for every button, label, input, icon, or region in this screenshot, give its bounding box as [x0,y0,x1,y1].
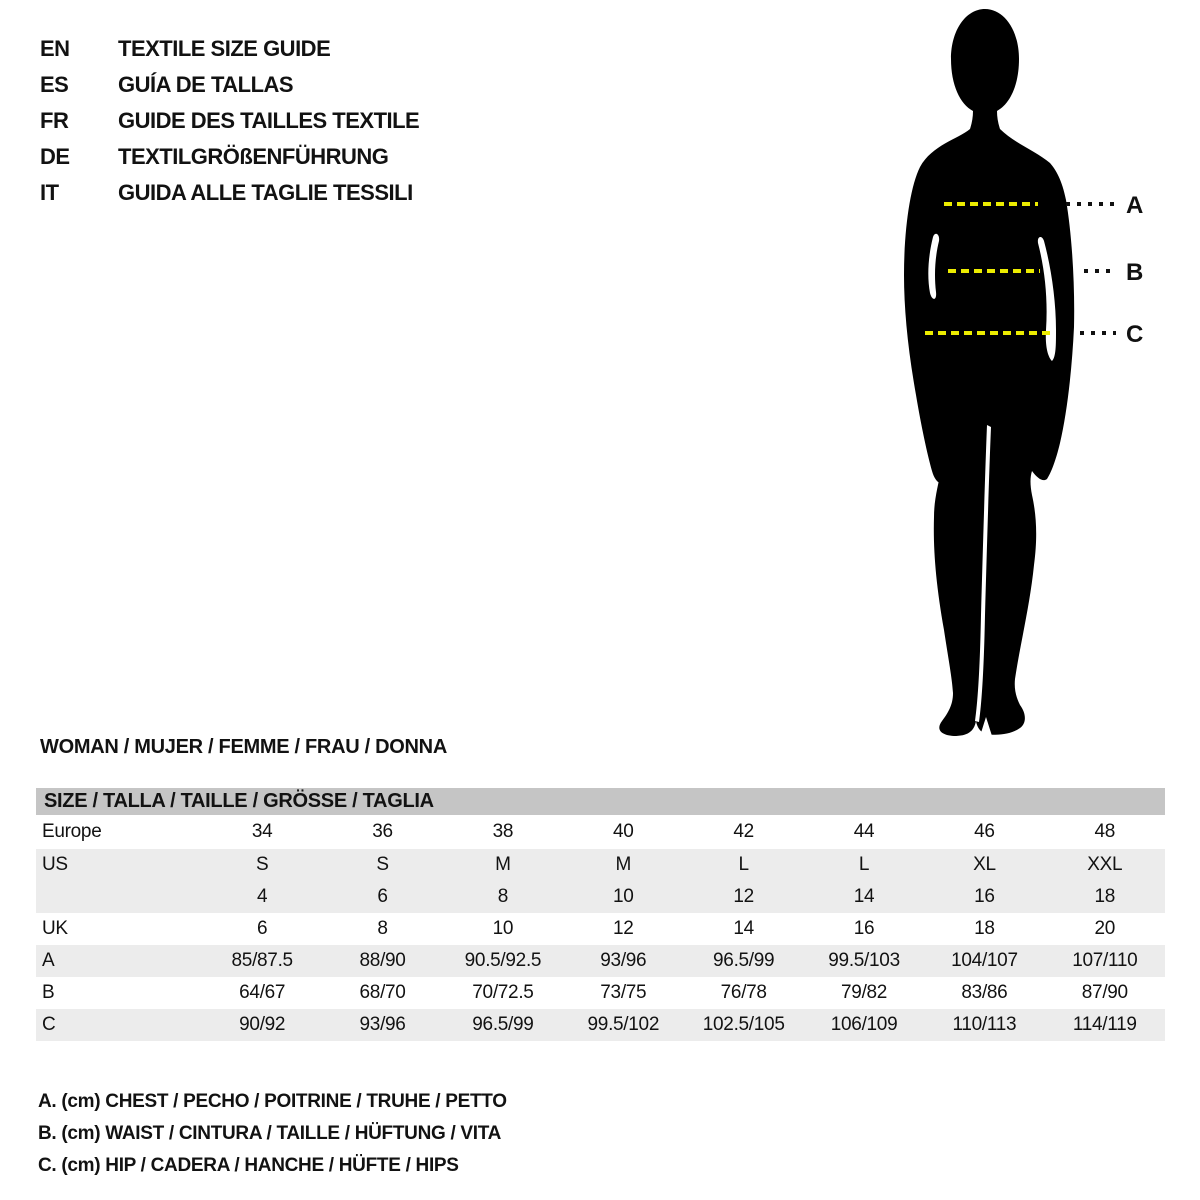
cell: 87/90 [1081,982,1128,1003]
cell: 8 [377,918,388,939]
lang-code: EN [40,36,70,61]
cell: 38 [492,821,514,842]
cell: 40 [613,821,634,842]
cell: 16 [853,918,875,939]
cell: 90.5/92.5 [464,950,542,971]
size-table [36,788,1165,1041]
legend-waist: B. (cm) WAIST / CINTURA / TAILLE / HÜFTUNG / VITA [38,1123,502,1144]
lang-row-en [40,31,419,67]
cell: 96.5/99 [472,1014,534,1035]
lang-label: GUÍA DE TALLAS [118,72,294,97]
cell: 48 [1094,821,1116,842]
cell: 46 [974,821,995,842]
lang-row-de [40,139,419,175]
cell: 106/109 [830,1014,898,1035]
cell: 16 [974,886,995,907]
table-row-chest [36,945,1165,977]
cell: 90/92 [239,1014,286,1035]
lang-code: ES [40,72,69,97]
table-row-us [36,849,1165,881]
cell: 85/87.5 [231,950,293,971]
cell: L [858,854,870,875]
cell: 14 [733,918,754,939]
cell: XXL [1087,854,1123,875]
cell: 64/67 [239,982,286,1003]
measurement-legend [38,1086,507,1182]
cell: 6 [377,886,388,907]
cell: 70/72.5 [472,982,534,1003]
row-label: US [42,854,68,875]
waist-label: B [1126,259,1144,286]
cell: M [495,854,511,875]
table-row-waist [36,977,1165,1009]
cell: 110/113 [952,1014,1017,1035]
lang-label: GUIDA ALLE TAGLIE TESSILI [118,180,413,205]
lang-label: TEXTILE SIZE GUIDE [118,36,331,61]
measurement-figure [870,5,1160,742]
section-title: WOMAN / MUJER / FEMME / FRAU / DONNA [40,736,447,758]
lang-code: IT [40,180,59,205]
cell: 18 [974,918,995,939]
row-label: Europe [42,821,102,842]
cell: 12 [613,918,634,939]
table-row-us-numeric [36,881,1165,913]
cell: 20 [1094,918,1116,939]
table-row-uk [36,913,1165,945]
row-label: A [42,950,55,971]
cell: 4 [257,886,268,907]
cell: 114/119 [1072,1014,1137,1035]
cell: 93/96 [600,950,647,971]
cell: 96.5/99 [713,950,775,971]
lang-label: GUIDE DES TAILLES TEXTILE [118,108,420,133]
table-row-europe [36,815,1165,849]
cell: XL [973,854,996,875]
lang-row-es [40,67,419,103]
cell: 18 [1094,886,1116,907]
cell: S [376,854,389,875]
cell: 10 [613,886,634,907]
cell: 73/75 [600,982,647,1003]
cell: 88/90 [359,950,406,971]
cell: 83/86 [961,982,1008,1003]
lang-code: FR [40,108,69,133]
language-title-list [40,31,419,211]
lang-row-it [40,175,419,211]
legend-chest: A. (cm) CHEST / PECHO / POITRINE / TRUHE / PETTO [38,1091,507,1112]
cell: 93/96 [359,1014,406,1035]
lang-row-fr [40,103,419,139]
legend-hip: C. (cm) HIP / CADERA / HANCHE / HÜFTE / HIPS [38,1155,459,1176]
row-label: C [42,1014,56,1035]
cell: 12 [733,886,754,907]
woman-silhouette-body [904,9,1074,736]
cell: 14 [853,886,875,907]
lang-label: TEXTILGRÖßENFÜHRUNG [118,144,389,169]
cell: 76/78 [720,982,767,1003]
cell: 102.5/105 [702,1014,785,1035]
cell: 8 [497,886,509,907]
cell: M [615,854,632,875]
cell: 10 [492,918,514,939]
cell: 107/110 [1072,950,1138,971]
cell: 44 [853,821,875,842]
cell: 79/82 [841,982,888,1003]
cell: 34 [251,821,273,842]
cell: 36 [372,821,393,842]
woman-silhouette-icon [870,5,1160,742]
hip-label: C [1126,321,1144,348]
row-label [36,881,202,913]
row-label: UK [42,918,68,939]
cell: S [256,854,269,875]
cell: 99.5/102 [587,1014,660,1035]
cell: 6 [257,918,268,939]
cell: 68/70 [359,982,406,1003]
row-label: B [42,982,55,1003]
cell: 42 [733,821,754,842]
cell: 99.5/103 [828,950,900,971]
cell: 104/107 [951,950,1018,971]
table-row-hip [36,1009,1165,1041]
chest-label: A [1126,192,1144,219]
table-header: SIZE / TALLA / TAILLE / GRÖSSE / TAGLIA [36,788,1165,815]
cell: L [738,854,749,875]
lang-code: DE [40,144,70,169]
